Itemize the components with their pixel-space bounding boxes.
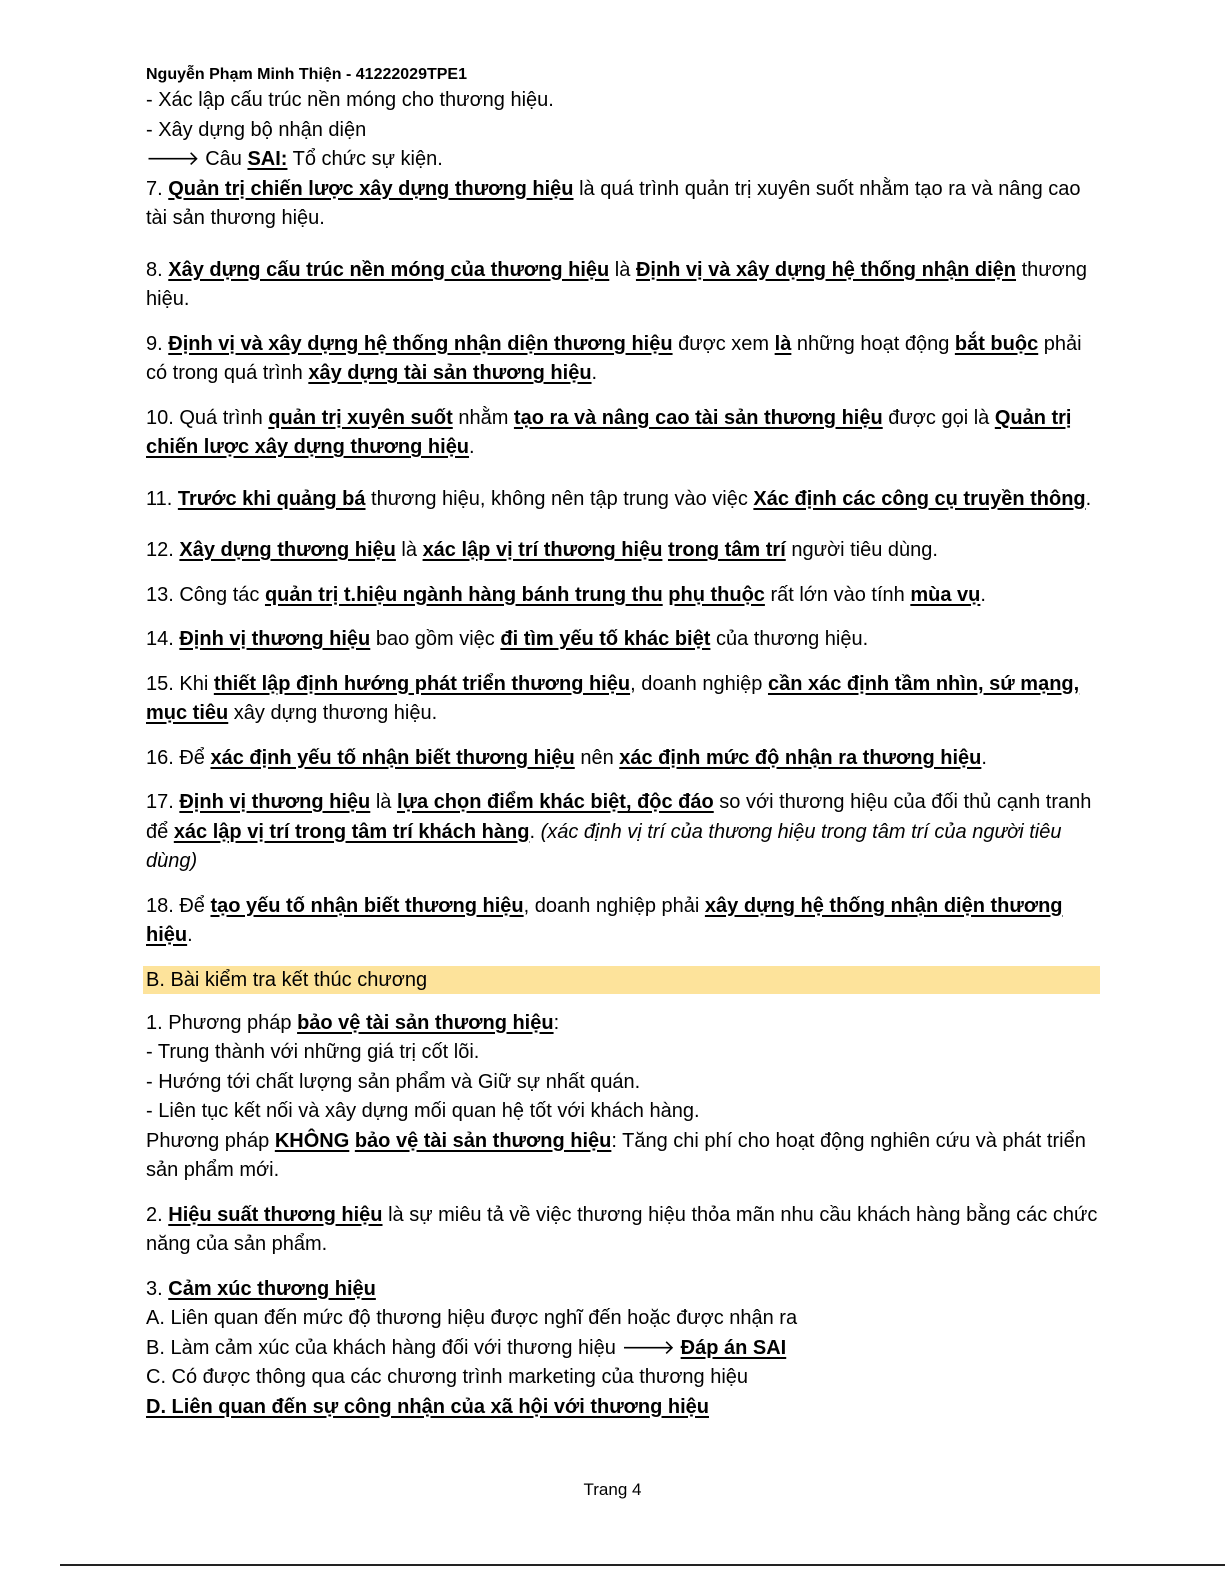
question-13: 13. Công tác quản trị t.hiệu ngành hàng bánh trung thu phụ thuộc rất lớn vào tính mùa vụ. bbox=[146, 583, 986, 606]
keyword: KHÔNG bbox=[274, 1129, 350, 1152]
keyword: cần xác định tầm nhìn, sứ mạng, mục tiêu bbox=[146, 672, 1080, 724]
keyword: bảo vệ tài sản thương hiệu bbox=[297, 1011, 554, 1034]
keyword: quản trị xuyên suốt bbox=[268, 406, 453, 429]
page-content bbox=[146, 64, 1101, 1422]
intro-line-1: - Xác lập cấu trúc nền móng cho thương hiệu. bbox=[146, 89, 554, 111]
arrow-icon: 🡒 bbox=[621, 1336, 676, 1359]
exam-question-3: 3. Cảm xúc thương hiệu bbox=[146, 1277, 376, 1300]
list-item: - Liên tục kết nối và xây dựng mối quan hệ tốt với khách hàng. bbox=[146, 1100, 700, 1122]
keyword: xây dựng tài sản thương hiệu bbox=[308, 362, 592, 384]
keyword: Định vị và xây dựng hệ thống nhận diện bbox=[635, 258, 1017, 281]
option-a: A. Liên quan đến mức độ thương hiệu được nghĩ đến hoặc được nhận ra bbox=[146, 1307, 798, 1329]
keyword: Định vị và xây dựng hệ thống nhận diện thương hiệu bbox=[168, 332, 673, 355]
question-9: 9. Định vị và xây dựng hệ thống nhận diện thương hiệu được xem là những hoạt động bắt buộc phải có trong quá trình xây dựng tài sản thương hiệu. bbox=[146, 332, 1082, 384]
question-11: 11. Trước khi quảng bá thương hiệu, không nên tập trung vào việc Xác định các công cụ truyền thông. bbox=[146, 487, 1092, 510]
keyword: Xây dựng thương hiệu bbox=[179, 539, 396, 561]
section-heading: B. Bài kiểm tra kết thúc chương bbox=[143, 966, 1100, 994]
page-bottom-divider bbox=[60, 1564, 1225, 1566]
exam-answer-1: Phương pháp KHÔNG bảo vệ tài sản thương hiệu: Tăng chi phí cho hoạt động nghiên cứu và phát triển sản phẩm mới. bbox=[146, 1129, 1086, 1181]
question-10: 10. Quá trình quản trị xuyên suốt nhằm tạo ra và nâng cao tài sản thương hiệu được gọi là Quản trị chiến lược xây dựng thương hiệu. bbox=[146, 406, 1072, 458]
keyword: Trước khi quảng bá bbox=[177, 487, 366, 510]
keyword: xác lập vị trí thương hiệu bbox=[422, 539, 663, 561]
question-18: 18. Để tạo yếu tố nhận biết thương hiệu, doanh nghiệp phải xây dựng hệ thống nhận diện thương hiệu. bbox=[146, 894, 1063, 946]
keyword: phụ thuộc bbox=[668, 583, 765, 606]
keyword: đi tìm yếu tố khác biệt bbox=[500, 628, 711, 650]
keyword: là bbox=[774, 332, 792, 355]
question-15: 15. Khi thiết lập định hướng phát triển thương hiệu, doanh nghiệp cần xác định tầm nhìn, sứ mạng, mục tiêu xây dựng thương hiệu. bbox=[146, 672, 1080, 724]
keyword: trong tâm trí bbox=[667, 539, 786, 561]
keyword: Xác định các công cụ truyền thông bbox=[753, 487, 1086, 510]
keyword: xác định mức độ nhận ra thương hiệu bbox=[619, 746, 982, 769]
keyword: tạo yếu tố nhận biết thương hiệu bbox=[210, 894, 524, 917]
question-16: 16. Để xác định yếu tố nhận biết thương hiệu nên xác định mức độ nhận ra thương hiệu. bbox=[146, 746, 987, 769]
question-12: 12. Xây dựng thương hiệu là xác lập vị trí thương hiệu trong tâm trí người tiêu dùng. bbox=[146, 539, 938, 561]
keyword: quản trị t.hiệu ngành hàng bánh trung thu bbox=[264, 583, 663, 606]
keyword: Cảm xúc thương hiệu bbox=[168, 1277, 376, 1300]
intro-line-3: 🡒 Câu SAI: Tổ chức sự kiện. bbox=[146, 148, 443, 170]
keyword: bảo vệ tài sản thương hiệu bbox=[354, 1129, 612, 1152]
keyword: bắt buộc bbox=[954, 332, 1039, 355]
keyword: xác lập vị trí trong tâm trí khách hàng bbox=[173, 820, 530, 843]
keyword: thiết lập định hướng phát triển thương hiệu bbox=[213, 672, 631, 695]
question-8: 8. Xây dựng cấu trúc nền móng của thương hiệu là Định vị và xây dựng hệ thống nhận diện thương hiệu. bbox=[146, 258, 1088, 310]
exam-question-1: 1. Phương pháp bảo vệ tài sản thương hiệu: bbox=[146, 1011, 560, 1034]
list-item: - Hướng tới chất lượng sản phẩm và Giữ sự nhất quán. bbox=[146, 1070, 641, 1093]
italic-note: (xác định vị trí của thương hiệu trong tâm trí của người tiêu dùng) bbox=[146, 820, 1062, 872]
keyword: xác định yếu tố nhận biết thương hiệu bbox=[210, 746, 575, 769]
keyword: tạo ra và nâng cao tài sản thương hiệu bbox=[513, 406, 883, 429]
keyword: Quản trị chiến lược xây dựng thương hiệu bbox=[168, 177, 574, 200]
keyword: Định vị thương hiệu bbox=[179, 791, 371, 813]
keyword: Quản trị chiến lược xây dựng thương hiệu bbox=[146, 406, 1072, 458]
option-b: B. Làm cảm xúc của khách hàng đối với thương hiệu 🡒 Đáp án SAI bbox=[146, 1336, 787, 1359]
option-d-correct: D. Liên quan đến sự công nhận của xã hội với thương hiệu bbox=[146, 1395, 709, 1418]
intro-line-2: - Xây dựng bộ nhận diện bbox=[146, 118, 367, 141]
author-header: Nguyễn Phạm Minh Thiện - 41222029TPE1 bbox=[146, 66, 467, 83]
exam-question-2: 2. Hiệu suất thương hiệu là sự miêu tả về việc thương hiệu thỏa mãn nhu cầu khách hàng bằng các chức năng của sản phẩm. bbox=[146, 1203, 1098, 1255]
keyword: Đáp án SAI bbox=[680, 1336, 787, 1359]
keyword: mùa vụ bbox=[910, 583, 981, 606]
option-c: C. Có được thông qua các chương trình marketing của thương hiệu bbox=[146, 1366, 749, 1388]
list-item: - Trung thành với những giá trị cốt lõi. bbox=[146, 1041, 480, 1063]
keyword: Định vị thương hiệu bbox=[179, 628, 371, 650]
keyword: Xây dựng cấu trúc nền móng của thương hiệu bbox=[168, 258, 610, 281]
keyword: SAI: bbox=[247, 148, 288, 170]
keyword: Hiệu suất thương hiệu bbox=[168, 1203, 383, 1226]
question-17: 17. Định vị thương hiệu là lựa chọn điểm khác biệt, độc đáo so với thương hiệu của đối thủ cạnh tranh để xác lập vị trí trong tâm trí khách hàng. (xác định vị trí của thương hiệu trong tâm trí của người tiêu dùng) bbox=[146, 791, 1092, 872]
question-7: 7. Quản trị chiến lược xây dựng thương hiệu là quá trình quản trị xuyên suốt nhằm tạo ra và nâng cao tài sản thương hiệu. bbox=[146, 177, 1081, 229]
keyword: lựa chọn điểm khác biệt, độc đáo bbox=[396, 791, 714, 813]
arrow-icon: 🡒 bbox=[146, 148, 200, 170]
keyword: xây dựng hệ thống nhận diện thương hiệu bbox=[146, 894, 1063, 946]
question-14: 14. Định vị thương hiệu bao gồm việc đi tìm yếu tố khác biệt của thương hiệu. bbox=[146, 628, 869, 650]
page-number: Trang 4 bbox=[583, 1480, 642, 1499]
